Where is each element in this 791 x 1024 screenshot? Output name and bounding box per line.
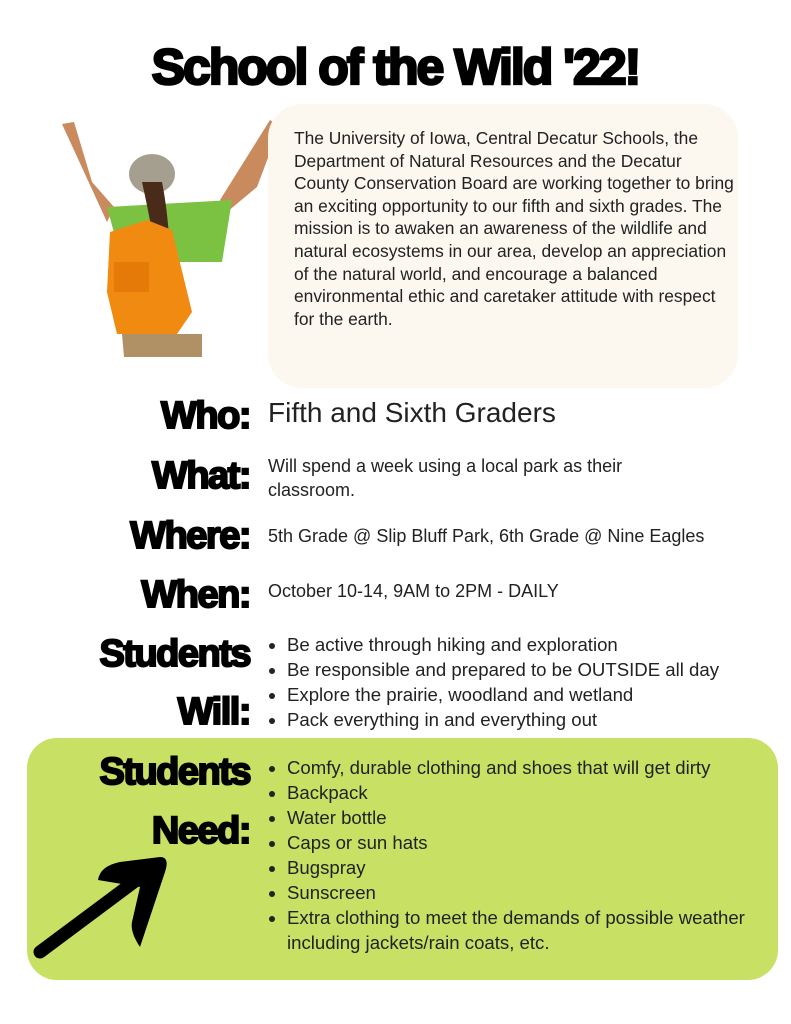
need-list: [268, 755, 777, 955]
need-label-2: Need:: [151, 810, 250, 852]
what-value: Will spend a week using a local park as their classroom.: [268, 456, 623, 500]
what-label: What:: [151, 455, 250, 497]
list-item: • Comfy, durable clothing and shoes that will get dirty: [287, 755, 777, 780]
list-item: • Extra clothing to meet the demands of possible weather including jackets/rain coats, etc.: [287, 905, 777, 955]
need-label-1: Students: [99, 751, 250, 793]
page-title: School of the Wild '22!: [151, 39, 640, 95]
where-label: Where:: [130, 515, 250, 557]
will-label-1: Students: [99, 633, 250, 675]
hiker-photo: [52, 112, 282, 357]
list-item: • Sunscreen: [287, 880, 777, 905]
list-item: • Explore the prairie, woodland and wetland: [287, 682, 719, 707]
will-list: [268, 632, 719, 732]
will-label-2: Will:: [177, 691, 250, 733]
list-item: • Pack everything in and everything out: [287, 707, 719, 732]
arrow-icon: [30, 852, 205, 967]
list-item: • Water bottle: [287, 805, 777, 830]
who-value: Fifth and Sixth Graders: [268, 397, 556, 428]
intro-text: The University of Iowa, Central Decatur Schools, the Department of Natural Resources and the Decatur County Conservation Board are working together to bring an exciting opportunity to our fifth and sixth grades. The mission is to awaken an awareness of the wildlife and natural ecosystems in our area, develop an appreciation of the natural world, and encourage a balanced environmental ethic and caretaker attitude with respect for the earth.: [294, 128, 734, 329]
list-item: • Backpack: [287, 780, 777, 805]
list-item: • Caps or sun hats: [287, 830, 777, 855]
who-label: Who:: [161, 395, 250, 437]
intro-box: [268, 104, 738, 388]
list-item: • Be active through hiking and exploration: [287, 632, 719, 657]
where-value: 5th Grade @ Slip Bluff Park, 6th Grade @ Nine Eagles: [268, 526, 705, 546]
list-item: • Bugspray: [287, 855, 777, 880]
when-value: October 10-14, 9AM to 2PM - DAILY: [268, 581, 559, 601]
when-label: When:: [141, 574, 250, 616]
list-item: • Be responsible and prepared to be OUTSIDE all day: [287, 657, 719, 682]
